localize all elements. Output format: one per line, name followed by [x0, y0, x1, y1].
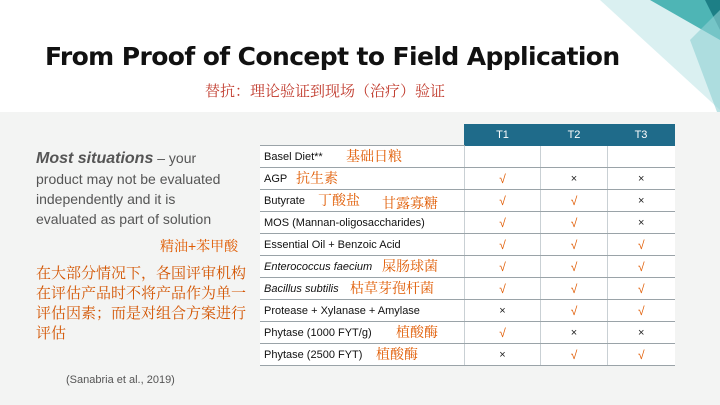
cell-t3: √: [608, 300, 675, 322]
table-row: [260, 300, 675, 322]
table-row: [260, 278, 675, 300]
cell-t3: √: [608, 234, 675, 256]
cell-t3: ×: [608, 190, 675, 212]
cell-t2: √: [541, 278, 608, 300]
cell-t2: √: [541, 300, 608, 322]
cell-t1: ×: [465, 344, 541, 366]
row-label-cn: 屎肠球菌: [382, 257, 438, 274]
row-label-cn: 丁酸盐: [318, 191, 360, 208]
row-label-cn: 甘露寡糖: [382, 194, 438, 211]
cell-t1: √: [465, 234, 541, 256]
cell-t2: √: [541, 190, 608, 212]
cell-t3: √: [608, 344, 675, 366]
situation-text: [36, 148, 236, 229]
table-row: [260, 146, 675, 168]
cell-t1: √: [465, 190, 541, 212]
table-header-t1: T1: [465, 125, 541, 146]
table-row: [260, 212, 675, 234]
table-row: [260, 322, 675, 344]
cell-t2: √: [541, 344, 608, 366]
cell-t3: √: [608, 278, 675, 300]
cell-t2: √: [541, 212, 608, 234]
table-row: [260, 168, 675, 190]
cell-t2: √: [541, 234, 608, 256]
cell-t1: √: [465, 256, 541, 278]
table-header-blank: [260, 125, 465, 146]
chinese-note: 在大部分情况下，各国评审机构在评估产品时不将产品作为单一评估因素；而是对组合方案进行评估: [36, 265, 247, 342]
cell-t1: √: [465, 168, 541, 190]
row-label-cn: 基础日粮: [346, 147, 402, 164]
page-subtitle: 替抗：理论验证到现场（治疗）验证: [205, 83, 446, 100]
table-header-t3: T3: [608, 125, 675, 146]
cell-t1: ×: [465, 300, 541, 322]
row-label: Basel Diet**: [264, 150, 323, 163]
row-label: Phytase (2500 FYT): [264, 348, 363, 361]
table-header-row: [260, 125, 675, 146]
cell-t2: √: [541, 256, 608, 278]
table-row: [260, 190, 675, 212]
cell-t3: ×: [608, 212, 675, 234]
row-label: Enterococcus faecium: [264, 260, 373, 273]
row-label: MOS (Mannan-oligosaccharides): [264, 216, 425, 229]
cell-t1: √: [465, 212, 541, 234]
row-label-cn: 植酸酶: [396, 323, 438, 340]
row-label: Bacillus subtilis: [264, 282, 339, 295]
treatment-table: [260, 124, 675, 366]
cell-t3: ×: [608, 168, 675, 190]
table-row: [260, 256, 675, 278]
row-label: Protease + Xylanase + Amylase: [264, 304, 420, 317]
cell-t2: ×: [541, 168, 608, 190]
row-label-cn: 植酸酶: [376, 345, 418, 362]
row-label: Essential Oil + Benzoic Acid: [264, 238, 401, 251]
table-row: [260, 344, 675, 366]
cell-t1: [465, 146, 541, 168]
lead-text: Most situations: [36, 150, 154, 167]
cell-t3: √: [608, 256, 675, 278]
table-row: [260, 234, 675, 256]
row-label-cn: 抗生素: [296, 169, 338, 186]
page-title: From Proof of Concept to Field Application: [45, 42, 620, 71]
table-header-t2: T2: [541, 125, 608, 146]
cell-t3: ×: [608, 322, 675, 344]
cell-t1: √: [465, 322, 541, 344]
cell-t2: ×: [541, 322, 608, 344]
solution-annotation: 精油+苯甲酸: [160, 238, 239, 254]
row-label: AGP: [264, 172, 288, 185]
row-label: Butyrate: [264, 194, 305, 207]
citation: (Sanabria et al., 2019): [66, 374, 175, 386]
cell-t1: √: [465, 278, 541, 300]
row-label-cn: 枯草芽孢杆菌: [350, 279, 434, 296]
body-text: – your product may not be evaluated independently and it is evaluated as part of solution: [36, 150, 221, 227]
cell-t3: [608, 146, 675, 168]
cell-t2: [541, 146, 608, 168]
row-label: Phytase (1000 FYT/g): [264, 326, 372, 339]
